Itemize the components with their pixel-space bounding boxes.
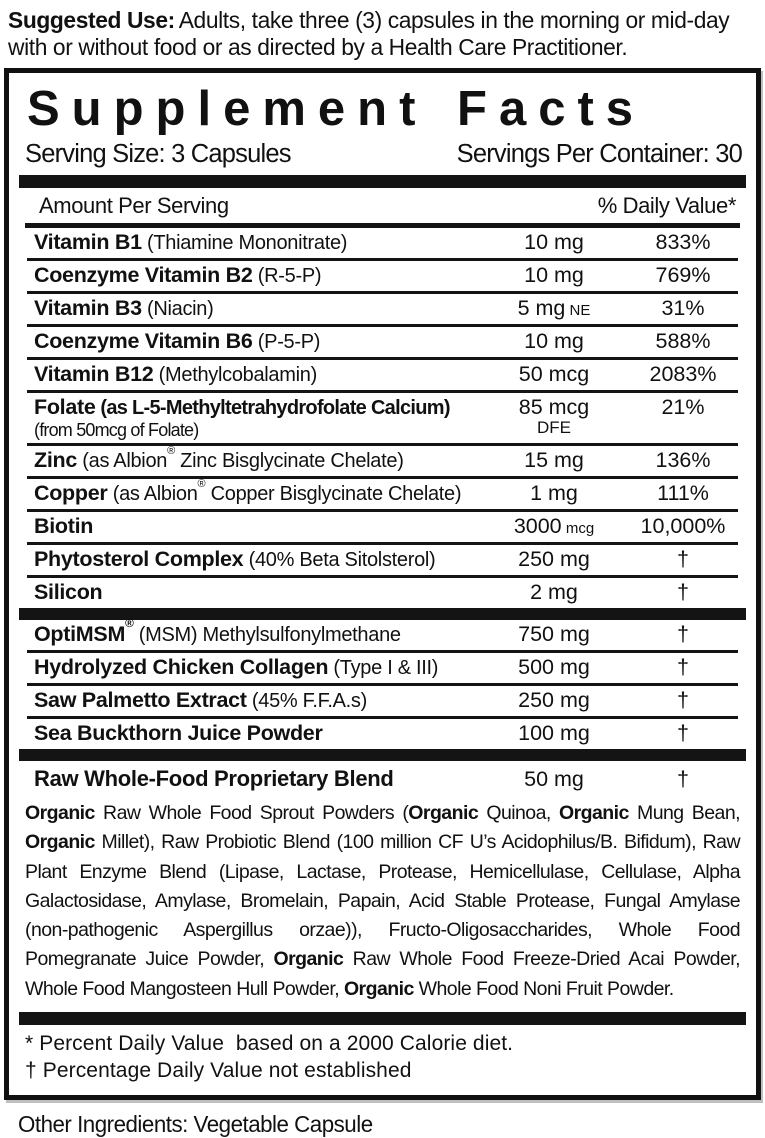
servings-per-container: Servings Per Container: 30 [456, 139, 742, 168]
ingredient-row [27, 476, 738, 509]
ingredient-daily-value: 31% [661, 295, 705, 320]
ingredient-daily-value: 833% [655, 229, 711, 254]
section-separator [19, 749, 746, 761]
ingredient-amount: 10 mg [524, 328, 584, 353]
ingredient-row [27, 650, 738, 683]
ingredient-name: OptiMSM® (MSM) Methylsulfonylmethane [34, 616, 401, 647]
ingredient-name: Raw Whole-Food Proprietary Blend [34, 766, 394, 792]
ingredient-row [27, 357, 738, 390]
ingredient-row [27, 443, 738, 476]
ingredient-amount: 85 mcg DFE [518, 394, 590, 438]
ingredient-amount: 50 mcg [518, 361, 590, 386]
ingredient-row [27, 324, 738, 357]
footnotes [25, 1031, 740, 1085]
ingredient-amount: 750 mg [518, 622, 590, 647]
ingredient-name: Vitamin B12 (Methylcobalamin) [34, 361, 317, 386]
footnote-dagger: † Percentage Daily Value not established [25, 1058, 412, 1082]
divider-bar-top [19, 175, 746, 188]
ingredient-daily-value: 21% [661, 394, 705, 419]
ingredient-row [27, 542, 738, 575]
ingredient-name: Saw Palmetto Extract (45% F.F.A.s) [34, 688, 367, 713]
ingredient-daily-value: 10,000% [640, 514, 726, 539]
ingredient-row [27, 258, 738, 291]
ingredient-name: Vitamin B1 (Thiamine Mononitrate) [34, 229, 348, 254]
ingredient-row [27, 575, 738, 608]
ingredient-daily-value: † [677, 622, 689, 647]
ingredient-name: Coenzyme Vitamin B2 (R-5-P) [34, 262, 322, 287]
ingredient-row [27, 761, 738, 796]
ingredient-row [27, 509, 738, 542]
ingredient-amount: 15 mg [524, 448, 584, 473]
ingredient-name: Zinc (as Albion® Zinc Bisglycinate Chelate) [34, 445, 404, 473]
ingredient-amount: 500 mg [518, 655, 590, 680]
divider-bar-bottom [19, 1012, 746, 1025]
suggested-use-text: Adults, take three (3) capsules in the morning or mid-day with or without food or as directed by a Health Care Practitioner. [8, 7, 730, 61]
blend-description: Organic Raw Whole Food Sprout Powders (Organic Quinoa, Organic Mung Bean, Organic Millet), Raw Probiotic Blend (100 million CF U’s Acidophilus/B. Bifidum), Raw Plant Enzyme Blend (Lipase, Lactase, Protease, Hemicellulase, Cellulase, Alpha Galactosidase, Amylase, Bromelain, Papain, Acid Stable Protease, Fungal Amylase (non-pathogenic Aspergillus orzae)), Fructo-Oligosaccharides, Whole Food Pomegranate Juice Powder, Organic Raw Whole Food Freeze-Dried Acai Powder, Whole Food Mangosteen Hull Powder, Organic Whole Food Noni Fruit Powder. [25, 802, 740, 1000]
ingredient-daily-value: † [677, 655, 689, 680]
ingredient-name: Folate (as L-5-Methyltetrahydrofolate Calcium) (from 50mcg of Folate) [34, 394, 450, 440]
ingredient-daily-value: 111% [657, 481, 709, 506]
serving-size: Serving Size: 3 Capsules [25, 139, 291, 168]
ingredient-daily-value: † [677, 580, 689, 605]
ingredient-daily-value: † [677, 767, 689, 792]
ingredient-amount: 3000 mcg [513, 514, 595, 539]
ingredient-daily-value: † [677, 547, 689, 572]
ingredient-daily-value: 588% [655, 328, 711, 353]
ingredient-name: Phytosterol Complex (40% Beta Sitolsterol) [34, 547, 436, 572]
ingredient-daily-value: 2083% [649, 361, 717, 386]
other-ingredients: Other Ingredients: Vegetable Capsule [18, 1110, 373, 1137]
column-header-amount: Amount Per Serving [39, 192, 229, 218]
suggested-use [8, 7, 765, 62]
ingredient-amount: 10 mg [524, 262, 584, 287]
ingredient-daily-value: 769% [655, 262, 711, 287]
ingredient-daily-value: † [677, 721, 689, 746]
ingredient-amount: 1 mg [530, 481, 578, 506]
supplement-facts-panel [4, 68, 761, 1100]
column-header-daily-value: % Daily Value* [597, 192, 736, 218]
ingredient-amount: 100 mg [518, 721, 590, 746]
ingredient-name: Vitamin B3 (Niacin) [34, 295, 214, 320]
ingredient-amount: 250 mg [518, 547, 590, 572]
serving-row [25, 140, 742, 169]
ingredient-row [27, 291, 738, 324]
ingredient-name: Hydrolyzed Chicken Collagen (Type I & III) [34, 655, 439, 680]
ingredient-name: Sea Buckthorn Juice Powder [34, 721, 323, 746]
panel-title: Supplement Facts [27, 81, 646, 136]
ingredient-row [27, 390, 738, 444]
ingredient-amount: 50 mg [524, 767, 584, 792]
ingredient-amount: 10 mg [524, 229, 584, 254]
footnote-daily-value: * Percent Daily Value based on a 2000 Calorie diet. [25, 1031, 514, 1055]
ingredient-daily-value: 136% [655, 448, 711, 473]
ingredient-amount: 5 mg NE [517, 295, 591, 320]
ingredient-rows [27, 228, 738, 797]
ingredient-amount: 2 mg [530, 580, 578, 605]
ingredient-row [27, 228, 738, 258]
suggested-use-label: Suggested Use: [8, 7, 175, 33]
ingredient-amount: 250 mg [518, 688, 590, 713]
column-headers [27, 193, 738, 219]
ingredient-name: Silicon [34, 580, 103, 605]
ingredient-row [27, 716, 738, 749]
ingredient-row [27, 683, 738, 716]
ingredient-name: Coenzyme Vitamin B6 (P-5-P) [34, 328, 321, 353]
ingredient-daily-value: † [677, 688, 689, 713]
ingredient-name: Biotin [34, 514, 94, 539]
ingredient-name: Copper (as Albion® Copper Bisglycinate Chelate) [34, 478, 462, 506]
ingredient-row [27, 616, 738, 650]
